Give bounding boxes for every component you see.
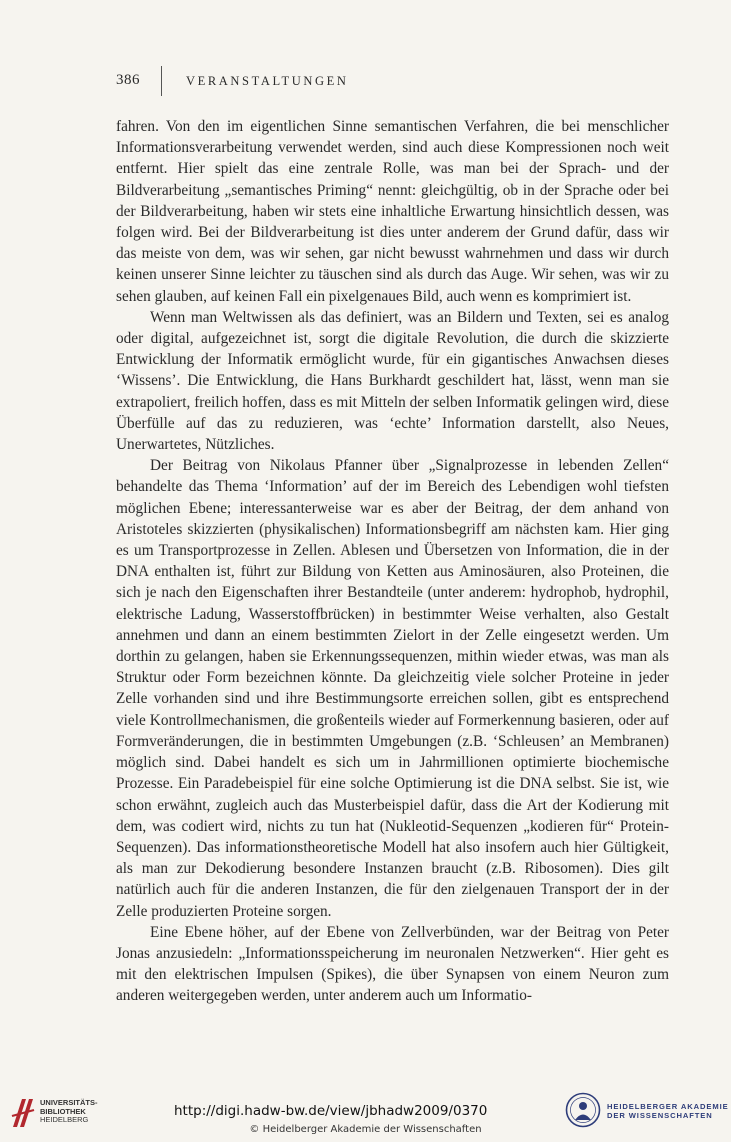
paragraph: Der Beitrag von Nikolaus Pfanner über „Signalprozesse in lebenden Zellen“ behandelte das Thema ‘Information’ auf der im Bereich des Lebendigen wohl tiefsten möglichen Ebene; interessanterweise war es aber der Beitrag, der dem anhand von Aristoteles skizzierten (physikalischen) Informationsbegriff am nächsten kam. Hier ging es um Transportprozesse in Zellen. Ablesen und Übersetzen von Information, die in der DNA enthalten ist, führt zur Bildung von Ketten aus Aminosäuren, also Proteinen, die sich je nach den Eigenschaften ihrer Bestandteile (unter anderem: hydrophob, hydrophil, elektrische Ladung, Wasserstoffbrücken) in bestimmter Weise verhalten, also Gestalt annehmen und dann an einem bestimmten Zielort in der Zelle eingesetzt werden. Um dorthin zu gelangen, haben sie Erkennungssequenzen, mithin wieder etwas, was man als Struktur oder Form bezeichnen könnte. Da gleichzeitig viele solcher Proteine in jeder Zelle vorhanden sind und ihre Bestimmungsorte erreichen sollen, gibt es entsprechend viele Kontrollmechanismen, die großenteils wieder auf Formerkennung basieren, oder auf Formveränderungen, die in bestimmten Umgebungen (z.B. ‘Schleusen’ an Membranen) möglich sind. Dabei handelt es sich um in Jahrmillionen optimierte biochemische Prozesse. Ein Paradebeispiel für eine solche Optimierung ist die DNA selbst. Sie ist, wie schon erwähnt, zugleich auch das Musterbeispiel dafür, dass die Art der Kodierung mit dem, was codiert wird, nichts zu tun hat (Nukleotid-Sequenzen „kodieren für“ Protein-Sequenzen). Das informationstheoretische Modell hat also insofern auch hier Gültigkeit, als man zur Dekodierung besondere Instanzen braucht (z.B. Ribosomen). Dies gilt natürlich auch für die anderen Instanzen, die für den zielgenauen Transport der in der Zelle produzierten Proteine sorgen.	[116, 457, 669, 920]
library-line: HEIDELBERG	[40, 1115, 89, 1125]
library-line: BIBLIOTHEK	[40, 1106, 86, 1116]
university-library-name	[40, 1099, 98, 1125]
academy-line: HEIDELBERGER AKADEMIE	[607, 1102, 729, 1111]
page-number: 386	[116, 72, 140, 88]
paragraph: fahren. Von den im eigentlichen Sinne semantischen Verfahren, die bei menschlicher Informationsverarbeitung verwendet werden, sind auch diese Kompressionen noch weit entfernt. Hier spielt das eine zentrale Rolle, was man bei der Sprach- und der Bildverarbeitung „semantisches Priming“ nennt: gleichgültig, ob in der Sprache oder bei der Bildverarbeitung, haben wir stets eine inhaltliche Erwartung hinsichtlich dessen, was folgen wird. Bei der Bildverarbeitung ist dies unter anderem der Grund dafür, dass wir das meiste von dem, was wir sehen, gar nicht bewusst wahrnehmen und dass wir durch keinen unserer Sinne leichter zu täuschen sind als durch das Auge. Wir sehen, was wir zu sehen glauben, auf keinen Fall ein pixelgenaues Bild, auch wenn es komprimiert ist.	[116, 118, 669, 305]
academy-line: DER WISSENSCHAFTEN	[607, 1111, 713, 1121]
library-line: UNIVERSITÄTS-	[40, 1098, 98, 1107]
header-divider	[161, 66, 162, 96]
digitization-footer	[0, 1090, 731, 1142]
source-url-link[interactable]: http://digi.hadw-bw.de/view/jbhadw2009/0370	[174, 1103, 488, 1119]
academy-name	[607, 1102, 729, 1121]
paragraph: Eine Ebene höher, auf der Ebene von Zellverbünden, war der Beitrag von Peter Jonas anzusiedeln: „Informationsspeicherung im neuronalen Netzwerken“. Hier geht es mit den elektrischen Impulsen (Spikes), die über Synapsen von einem Neuron zum anderen weitergegeben werden, unter anderem auch um Informatio-	[116, 923, 669, 1005]
body-text	[116, 116, 669, 1007]
paragraph: Wenn man Weltwissen als das definiert, was an Bildern und Texten, sei es analog oder digital, aufgezeichnet ist, sorgt die digitale Revolution, die durch die skizzierte Entwicklung der Informatik ermöglicht wurde, für ein gigantisches Anwachsen dieses ‘Wissens’. Die Entwicklung, die Hans Burkhardt geschildert hat, lässt, wenn man sie extrapoliert, freilich hoffen, dass es mit Mitteln der selben Informatik gelingen wird, diese Überfülle auf das zu reduzieren, was ‘echte’ Information darstellt, also Neues, Unerwartetes, Nützliches.	[116, 308, 669, 454]
section-title: VERANSTALTUNGEN	[186, 74, 349, 88]
academy-seal-icon	[565, 1092, 601, 1128]
copyright-notice: © Heidelberger Akademie der Wissenschaften	[249, 1124, 482, 1135]
